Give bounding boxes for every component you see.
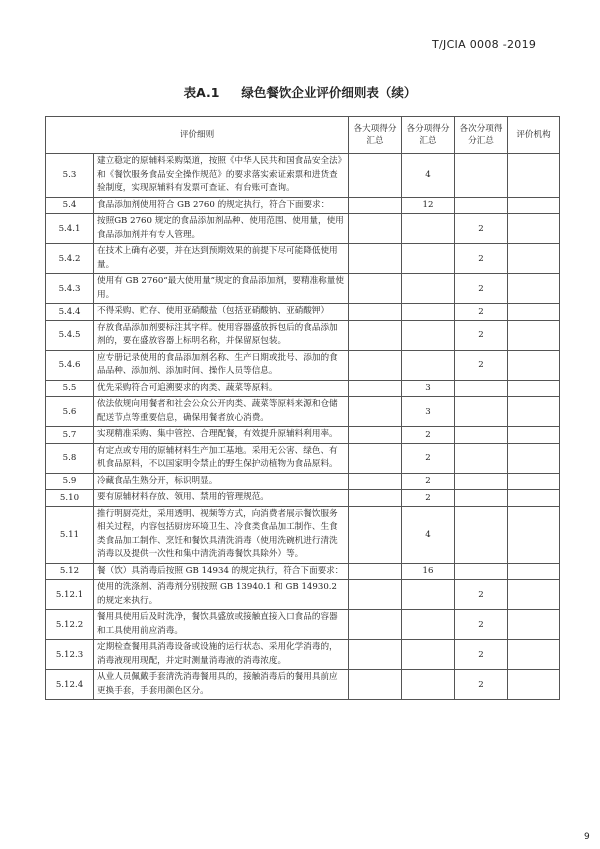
row-major-score (349, 197, 402, 214)
row-minor-score (455, 443, 508, 473)
standard-code: T/JCIA 0008 -2019 (432, 38, 537, 51)
row-sub-score (402, 580, 455, 610)
row-minor-score (455, 490, 508, 507)
row-criteria-text: 有定点或专用的原辅材料生产加工基地。采用无公害、绿色、有机食品原料，不以国家明令禁止的野生保护动植物为食品原料。 (94, 443, 349, 473)
row-agency (508, 380, 560, 397)
row-agency (508, 154, 560, 198)
table-row (46, 154, 560, 198)
row-minor-score (455, 427, 508, 444)
row-major-score (349, 443, 402, 473)
row-sub-score: 3 (402, 380, 455, 397)
row-major-score (349, 397, 402, 427)
row-criteria-text: 从业人员佩戴手套清洗消毒餐用具的，接触消毒后的餐用具前应更换手套，手套用颜色区分。 (94, 670, 349, 700)
row-major-score (349, 350, 402, 380)
col-sub: 各分项得分汇总 (402, 117, 455, 154)
row-id: 5.12.1 (46, 580, 94, 610)
row-id: 5.4.5 (46, 320, 94, 350)
row-minor-score: 2 (455, 640, 508, 670)
row-minor-score: 2 (455, 244, 508, 274)
row-criteria-text: 实现精准采购、集中管控、合理配餐，有效提升原辅料利用率。 (94, 427, 349, 444)
row-criteria-text: 冷藏食品生熟分开，标识明显。 (94, 473, 349, 490)
row-agency (508, 320, 560, 350)
table-row (46, 304, 560, 321)
row-sub-score (402, 214, 455, 244)
row-id: 5.12.3 (46, 640, 94, 670)
row-minor-score (455, 197, 508, 214)
row-criteria-text: 按照GB 2760 规定的食品添加剂品种、使用范围、使用量，使用食品添加剂并有专人管理。 (94, 214, 349, 244)
row-minor-score (455, 563, 508, 580)
row-sub-score (402, 274, 455, 304)
row-sub-score: 2 (402, 427, 455, 444)
row-major-score (349, 640, 402, 670)
table-row (46, 640, 560, 670)
row-sub-score (402, 350, 455, 380)
row-id: 5.4.6 (46, 350, 94, 380)
row-major-score (349, 610, 402, 640)
row-criteria-text: 要有原辅材料存放、领用、禁用的管理规范。 (94, 490, 349, 507)
row-minor-score: 2 (455, 610, 508, 640)
row-agency (508, 506, 560, 563)
row-minor-score (455, 506, 508, 563)
table-row (46, 320, 560, 350)
evaluation-table (45, 116, 560, 700)
row-sub-score: 4 (402, 154, 455, 198)
row-sub-score: 2 (402, 443, 455, 473)
page-number: 9 (584, 832, 590, 842)
row-id: 5.6 (46, 397, 94, 427)
row-agency (508, 640, 560, 670)
row-major-score (349, 214, 402, 244)
table-caption: 绿色餐饮企业评价细则表（续） (241, 85, 417, 100)
row-sub-score (402, 640, 455, 670)
row-sub-score (402, 610, 455, 640)
row-agency (508, 473, 560, 490)
col-major: 各大项得分汇总 (349, 117, 402, 154)
row-minor-score (455, 154, 508, 198)
row-id: 5.9 (46, 473, 94, 490)
table-title (0, 83, 600, 101)
table-row (46, 473, 560, 490)
row-criteria-text: 不得采购、贮存、使用亚硝酸盐（包括亚硝酸钠、亚硝酸钾） (94, 304, 349, 321)
table-row (46, 443, 560, 473)
row-agency (508, 670, 560, 700)
row-agency (508, 214, 560, 244)
row-major-score (349, 380, 402, 397)
col-agency: 评价机构 (508, 117, 560, 154)
row-major-score (349, 244, 402, 274)
row-sub-score: 16 (402, 563, 455, 580)
table-row (46, 380, 560, 397)
row-sub-score: 4 (402, 506, 455, 563)
row-major-score (349, 304, 402, 321)
row-minor-score: 2 (455, 214, 508, 244)
table-header-row (46, 117, 560, 154)
table-label: 表A.1 (183, 85, 220, 100)
row-id: 5.7 (46, 427, 94, 444)
row-agency (508, 610, 560, 640)
row-id: 5.4.3 (46, 274, 94, 304)
row-id: 5.5 (46, 380, 94, 397)
row-major-score (349, 670, 402, 700)
table-row (46, 350, 560, 380)
row-id: 5.12.2 (46, 610, 94, 640)
col-criteria: 评价细则 (46, 117, 349, 154)
row-agency (508, 350, 560, 380)
row-criteria-text: 在技术上确有必要，并在达到预期效果的前提下尽可能降低使用量。 (94, 244, 349, 274)
row-major-score (349, 490, 402, 507)
row-criteria-text: 推行明厨亮灶，采用透明、视频等方式，向消费者展示餐饮服务相关过程，内容包括厨房环境卫生、冷食类食品加工制作、生食类食品加工制作、烹饪和餐饮具清洗消毒（使用洗碗机进行清洗消毒以及提供一次性和集中清洗消毒餐饮具除外）等。 (94, 506, 349, 563)
table-row (46, 580, 560, 610)
row-major-score (349, 274, 402, 304)
table-row (46, 427, 560, 444)
row-id: 5.12 (46, 563, 94, 580)
row-agency (508, 304, 560, 321)
table-row (46, 397, 560, 427)
row-agency (508, 580, 560, 610)
row-sub-score: 2 (402, 473, 455, 490)
table-row (46, 197, 560, 214)
row-major-score (349, 427, 402, 444)
table-body (46, 154, 560, 700)
row-agency (508, 490, 560, 507)
row-sub-score (402, 670, 455, 700)
row-id: 5.4 (46, 197, 94, 214)
row-agency (508, 397, 560, 427)
table-row (46, 506, 560, 563)
row-minor-score: 2 (455, 350, 508, 380)
row-criteria-text: 餐用具使用后及时洗净，餐饮具盛放或接触直接入口食品的容器和工具使用前应消毒。 (94, 610, 349, 640)
row-major-score (349, 563, 402, 580)
row-major-score (349, 154, 402, 198)
row-id: 5.3 (46, 154, 94, 198)
row-sub-score: 2 (402, 490, 455, 507)
row-sub-score (402, 320, 455, 350)
row-minor-score: 2 (455, 670, 508, 700)
row-agency (508, 244, 560, 274)
row-minor-score (455, 473, 508, 490)
row-major-score (349, 580, 402, 610)
table-row (46, 610, 560, 640)
table-row (46, 214, 560, 244)
row-agency (508, 427, 560, 444)
row-criteria-text: 建立稳定的原辅料采购渠道，按照《中华人民共和国食品安全法》和《餐饮服务食品安全操作规范》的要求落实索证索票和进货查验制度，实现原辅料有发票可查证、有台账可查询。 (94, 154, 349, 198)
row-criteria-text: 应专册记录使用的食品添加剂名称、生产日期或批号、添加的食品品种、添加剂、添加时间、操作人员等信息。 (94, 350, 349, 380)
row-id: 5.10 (46, 490, 94, 507)
row-sub-score (402, 304, 455, 321)
row-agency (508, 197, 560, 214)
row-minor-score: 2 (455, 320, 508, 350)
row-minor-score: 2 (455, 580, 508, 610)
row-id: 5.4.4 (46, 304, 94, 321)
table-row (46, 563, 560, 580)
col-minor: 各次分项得分汇总 (455, 117, 508, 154)
row-major-score (349, 506, 402, 563)
row-sub-score: 12 (402, 197, 455, 214)
row-minor-score: 2 (455, 304, 508, 321)
row-criteria-text: 依法依规向用餐者和社会公众公开肉类、蔬菜等原料来源和仓储配送节点等重要信息，确保用餐者放心消费。 (94, 397, 349, 427)
row-criteria-text: 使用有 GB 2760“最大使用量”规定的食品添加剂，要精准称量使用。 (94, 274, 349, 304)
row-sub-score (402, 244, 455, 274)
row-minor-score (455, 380, 508, 397)
row-minor-score: 2 (455, 274, 508, 304)
row-criteria-text: 存放食品添加剂要标注其字样。使用容器盛放拆包后的食品添加剂的，要在盛放容器上标明名称，并保留原包装。 (94, 320, 349, 350)
table-row (46, 670, 560, 700)
row-criteria-text: 使用的洗涤剂、消毒剂分别按照 GB 13940.1 和 GB 14930.2 的规定来执行。 (94, 580, 349, 610)
row-criteria-text: 食品添加剂使用符合 GB 2760 的规定执行，符合下面要求： (94, 197, 349, 214)
row-agency (508, 563, 560, 580)
table-row (46, 490, 560, 507)
row-major-score (349, 473, 402, 490)
table-row (46, 274, 560, 304)
row-criteria-text: 定期检查餐用具消毒设备或设施的运行状态、采用化学消毒的，消毒液现用现配，并定时测量消毒液的消毒浓度。 (94, 640, 349, 670)
row-criteria-text: 餐（饮）具消毒后按照 GB 14934 的规定执行，符合下面要求： (94, 563, 349, 580)
row-sub-score: 3 (402, 397, 455, 427)
row-id: 5.4.2 (46, 244, 94, 274)
row-minor-score (455, 397, 508, 427)
row-id: 5.4.1 (46, 214, 94, 244)
row-id: 5.8 (46, 443, 94, 473)
row-id: 5.12.4 (46, 670, 94, 700)
row-agency (508, 443, 560, 473)
row-criteria-text: 优先采购符合可追溯要求的肉类、蔬菜等原料。 (94, 380, 349, 397)
row-major-score (349, 320, 402, 350)
table-row (46, 244, 560, 274)
row-id: 5.11 (46, 506, 94, 563)
row-agency (508, 274, 560, 304)
